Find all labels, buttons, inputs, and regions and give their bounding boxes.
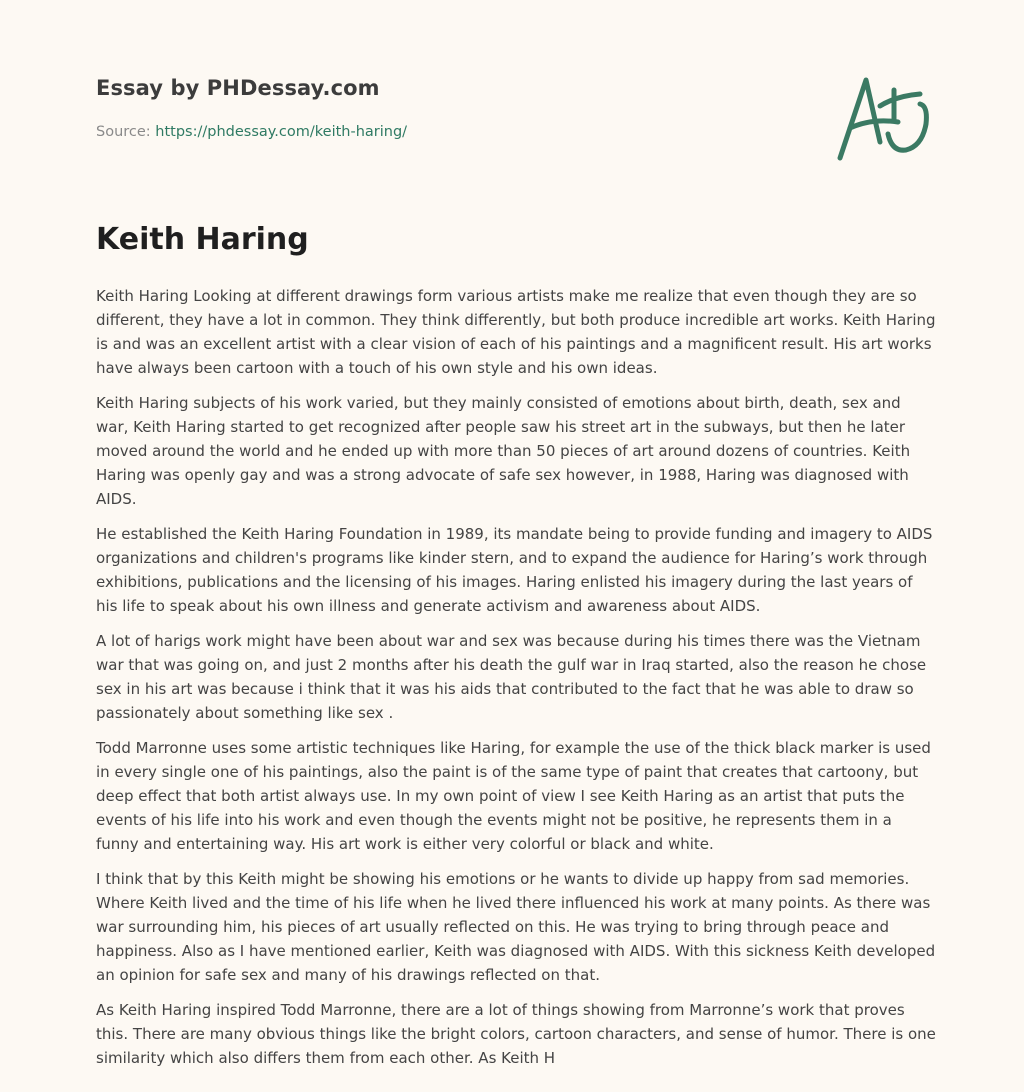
essay-body [96, 284, 936, 1081]
essay-paragraph: Todd Marronne uses some artistic techniques like Haring, for example the use of the thick black marker is used in every single one of his paintings, also the paint is of the same type of paint that creates that cartoony, but deep effect that both artist always use. In my own point of view I see Keith Haring as an artist that puts the events of his life into his work and even though the events might not be positive, he represents them in a funny and entertaining way. His art work is either very colorful or black and white. [96, 739, 931, 853]
essay-paragraph: As Keith Haring inspired Todd Marronne, there are a lot of things showing from Marronne’s work that proves this. There are many obvious things like the bright colors, cartoon characters, and sense of humor. There is one similarity which also differs them from each other. As Keith H [96, 1001, 936, 1067]
essay-paragraph: He established the Keith Haring Foundation in 1989, its mandate being to provide funding and imagery to AIDS organizations and children's programs like kinder stern, and to expand the audience for Haring’s work through exhibitions, publications and the licensing of his images. Haring enlisted his imagery during the last years of his life to speak about his own illness and generate activism and awareness about AIDS. [96, 525, 933, 615]
essay-paragraph: Keith Haring subjects of his work varied, but they mainly consisted of emotions about birth, death, sex and war, Keith Haring started to get recognized after people saw his street art in the subways, but then he later moved around the world and he ended up with more than 50 pieces of art around dozens of countries. Keith Haring was openly gay and was a strong advocate of safe sex however, in 1988, Haring was diagnosed with AIDS. [96, 394, 911, 508]
source-line [96, 124, 407, 140]
essay-paragraph: A lot of harigs work might have been about war and sex was because during his times there was the Vietnam war that was going on, and just 2 months after his death the gulf war in Iraq started, also the reason he chose sex in his art was because i think that it was his aids that contributed to the fact that he was able to draw so passionately about something like sex . [96, 632, 927, 722]
essay-paragraph: I think that by this Keith might be showing his emotions or he wants to divide up happy from sad memories. Where Keith lived and the time of his life when he lived there influenced his work at many points. As there was war surrounding him, his pieces of art usually reflected on this. He was trying to bring through peace and happiness. Also as I have mentioned earlier, Keith was diagnosed with AIDS. With this sickness Keith developed an opinion for safe sex and many of his drawings reflected on that. [96, 870, 936, 984]
source-label: Source: [96, 124, 156, 140]
a-plus-logo-icon [832, 66, 936, 166]
site-brand: Essay by PHDessay.com [96, 76, 380, 100]
essay-title: Keith Haring [96, 222, 309, 257]
page-header [96, 0, 928, 200]
source-link[interactable]: https://phdessay.com/keith-haring/ [155, 124, 408, 140]
essay-paragraph: Keith Haring Looking at different drawings form various artists make me realize that even though they are so different, they have a lot in common. They think differently, but both produce incredible art works. Keith Haring is and was an excellent artist with a clear vision of each of his paintings and a magnificent result. His art works have always been cartoon with a touch of his own style and his own ideas. [96, 287, 936, 377]
